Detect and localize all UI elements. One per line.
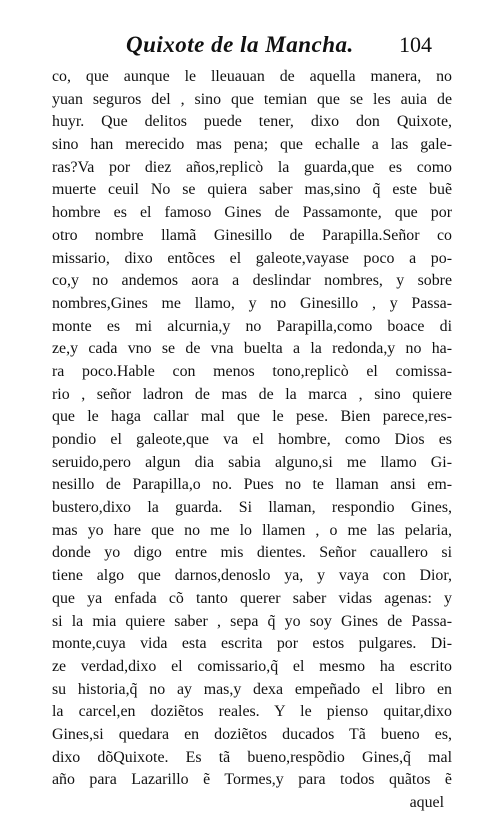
text-line: que le haga callar mal que le pese. Bien parece,res- (52, 408, 452, 426)
text-block (52, 66, 452, 815)
text-line: co, que aunque le lleuauan de aquella manera, no (52, 68, 452, 85)
text-line: pondio el galeote,que va el hombre, como Dios es (52, 431, 452, 448)
text-line: su historia,q̃ no ay mas,y dexa empeñado el libro en (52, 680, 452, 698)
text-line: monte es mi alcurnia,y no Parapilla,como boace di (52, 317, 452, 335)
text-line: ras?Va por diez años,replicò la guarda,que es como (52, 158, 452, 176)
text-line: mas yo hare que no me lo llamen , o me las pelaria, (52, 521, 452, 539)
text-line: otro nombre llamã Ginesillo de Parapilla.Señor co (52, 226, 452, 244)
text-line: hombre es el famoso Gines de Passamonte, que por (52, 204, 452, 222)
text-line: si la mia quiere saber , sepa q̃ yo soy Gines de Passa- (52, 612, 452, 630)
text-line: yuan seguros del , sino que temian que se les auia de (52, 90, 452, 108)
text-line: seruido,pero algun dia sabia alguno,si me llamo Gi- (52, 453, 452, 471)
text-line: nombres,Gines me llamo, y no Ginesillo , y Passa- (52, 294, 452, 312)
text-line: nesillo de Parapilla,o no. Pues no te llaman ansi em- (52, 476, 452, 494)
text-line: donde yo digo entre mis dientes. Señor cauallero si (52, 544, 452, 562)
text-line: huyr. Que delitos puede tener, dixo don Quixote, (52, 113, 452, 131)
text-line: monte,cuya vida esta escrita por estos pulgares. Di- (52, 635, 452, 653)
text-line: Gines,si quedara en doziẽtos ducados Tã bueno es, (52, 725, 452, 743)
text-line: la carcel,en doziẽtos reales. Y le pienso quitar,dixo (52, 703, 452, 721)
text-line: tiene algo que darnos,denoslo ya, y vaya con Dior, (52, 567, 452, 585)
text-line: rio , señor ladron de mas de la marca , sino quiere (52, 385, 452, 403)
text-line: missario, dixo entõces el galeote,vayase poco a po- (52, 249, 452, 267)
page-number: 104 (399, 32, 432, 57)
text-line: dixo dõQuixote. Es tã bueno,respõdio Gines,q̃ mal (52, 748, 452, 766)
text-line: ra poco.Hable con menos tono,replicò el comissa- (52, 362, 452, 380)
text-line: ze,y cada vno se de vna buelta a la redonda,y no ha- (52, 340, 452, 358)
catchword: aquel (409, 794, 444, 811)
text-line: co,y no andemos aora a deslindar nombres, y sobre (52, 272, 452, 290)
running-title: Quixote de la Mancha. (126, 32, 354, 57)
text-line: sino han merecido mas pena; que echalle a las gale- (52, 136, 452, 154)
text-line: ze verdad,dixo el comissario,q̃ el mesmo ha escrito (52, 657, 452, 675)
text-line: que ya enfada cõ tanto querer saber vidas agenas: y (52, 589, 452, 607)
text-line: bustero,dixo la guarda. Si llaman, respondio Gines, (52, 499, 452, 517)
text-line: muerte ceuil No se quiera saber mas,sino q̃ este buẽ (52, 181, 452, 199)
page-header (0, 30, 500, 66)
text-line: año para Lazarillo ẽ Tormes,y para todos quãtos ẽ (52, 771, 452, 789)
